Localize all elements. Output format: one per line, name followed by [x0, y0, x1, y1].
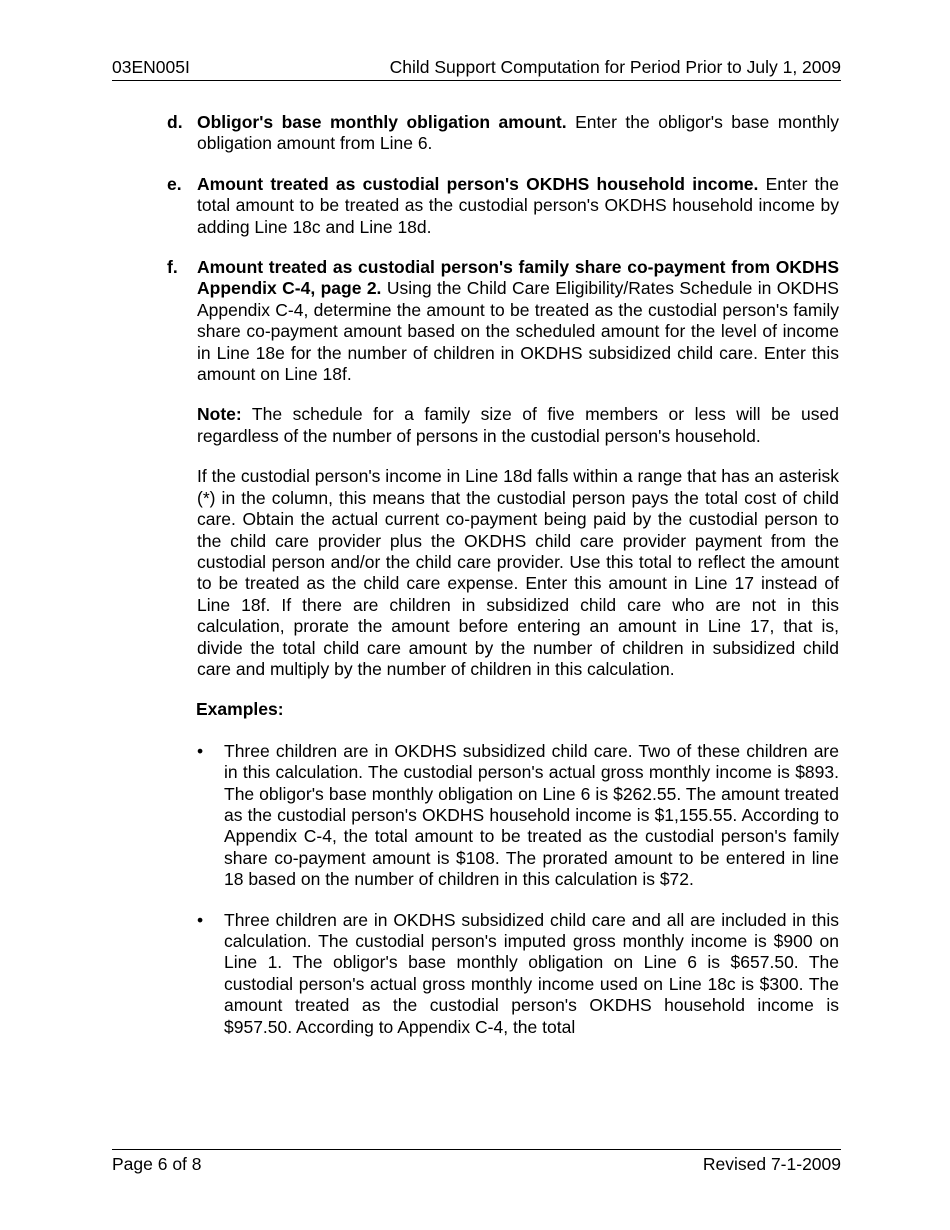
item-text: Enter the obligor's base monthly obligation amount from Line 6.	[197, 112, 839, 154]
note-text: The schedule for a family size of five members or less will be used regardless of the number of persons in the custodial person's household.	[197, 404, 839, 446]
example-bullet	[167, 741, 839, 891]
item-letter: d.	[167, 112, 183, 132]
document-code: 03EN005I	[112, 57, 190, 77]
example-text: Three children are in OKDHS subsidized child care and all are included in this calculation. The custodial person's imputed gross monthly income is $900 on Line 1. The obligor's base monthly obligation on Line 6 is $657.50. The custodial person's actual gross monthly income used on Line 18c is $300. The amount treated as the custodial person's OKDHS household income is $957.50. According to Appendix C-4, the total	[224, 909, 839, 1037]
list-item-e	[167, 174, 839, 238]
list-item-f	[167, 257, 839, 385]
example-bullet	[167, 910, 839, 1038]
item-text: Enter the total amount to be treated as the custodial person's OKDHS household income by adding Line 18c and Line 18d.	[197, 173, 839, 237]
asterisk-paragraph: If the custodial person's income in Line 18d falls within a range that has an asterisk (*) in the column, this means that the custodial person pays the total cost of child care. Obtain the actual current co-payment being paid by the custodial person to the child care provider plus the OKDHS child care provider payment from the custodial person and/or the child care provider. Use this total to reflect the amount to be treated as the child care expense. Enter this amount in Line 17 instead of Line 18f. If there are children in subsidized child care who are not in this calculation, prorate the amount before entering an amount in Line 17, that is, divide the total child care amount by the number of children in subsidized child care and multiply by the number of children in this calculation.	[197, 466, 839, 679]
document-title: Child Support Computation for Period Prior to July 1, 2009	[389, 57, 841, 77]
page-header	[112, 56, 841, 81]
item-heading: Amount treated as custodial person's OKDHS household income.	[197, 173, 759, 194]
bullet-icon: •	[197, 740, 204, 761]
item-letter: e.	[167, 173, 182, 194]
note-paragraph	[197, 404, 839, 447]
revision-date: Revised 7-1-2009	[702, 1154, 841, 1174]
page-number: Page 6 of 8	[112, 1154, 202, 1174]
item-letter: f.	[167, 257, 178, 278]
page-footer	[112, 1149, 841, 1176]
page-content	[167, 112, 839, 1057]
list-item-d	[167, 112, 839, 155]
item-heading: Amount treated as custodial person's family share co-payment from OKDHS Appendix C-4, page 2.	[197, 257, 839, 299]
item-text: Using the Child Care Eligibility/Rates Schedule in OKDHS Appendix C-4, determine the amount to be treated as the custodial person's family share co-payment amount based on the scheduled amount for the level of income in Line 18e for the number of children in OKDHS subsidized child care. Enter this amount on Line 18f.	[197, 278, 839, 385]
bullet-icon: •	[197, 909, 204, 930]
examples-heading: Examples:	[196, 699, 284, 720]
note-label: Note:	[197, 404, 242, 425]
item-heading: Obligor's base monthly obligation amount.	[197, 112, 567, 132]
example-text: Three children are in OKDHS subsidized child care. Two of these children are in this calculation. The custodial person's actual gross monthly income is $893. The obligor's base monthly obligation on Line 6 is $262.55. The amount treated as the custodial person's OKDHS household income is $1,155.55. According to Appendix C-4, the total amount to be treated as the custodial person's family share co-payment amount is $108. The prorated amount to be entered in line 18 based on the number of children in this calculation is $72.	[224, 740, 839, 890]
